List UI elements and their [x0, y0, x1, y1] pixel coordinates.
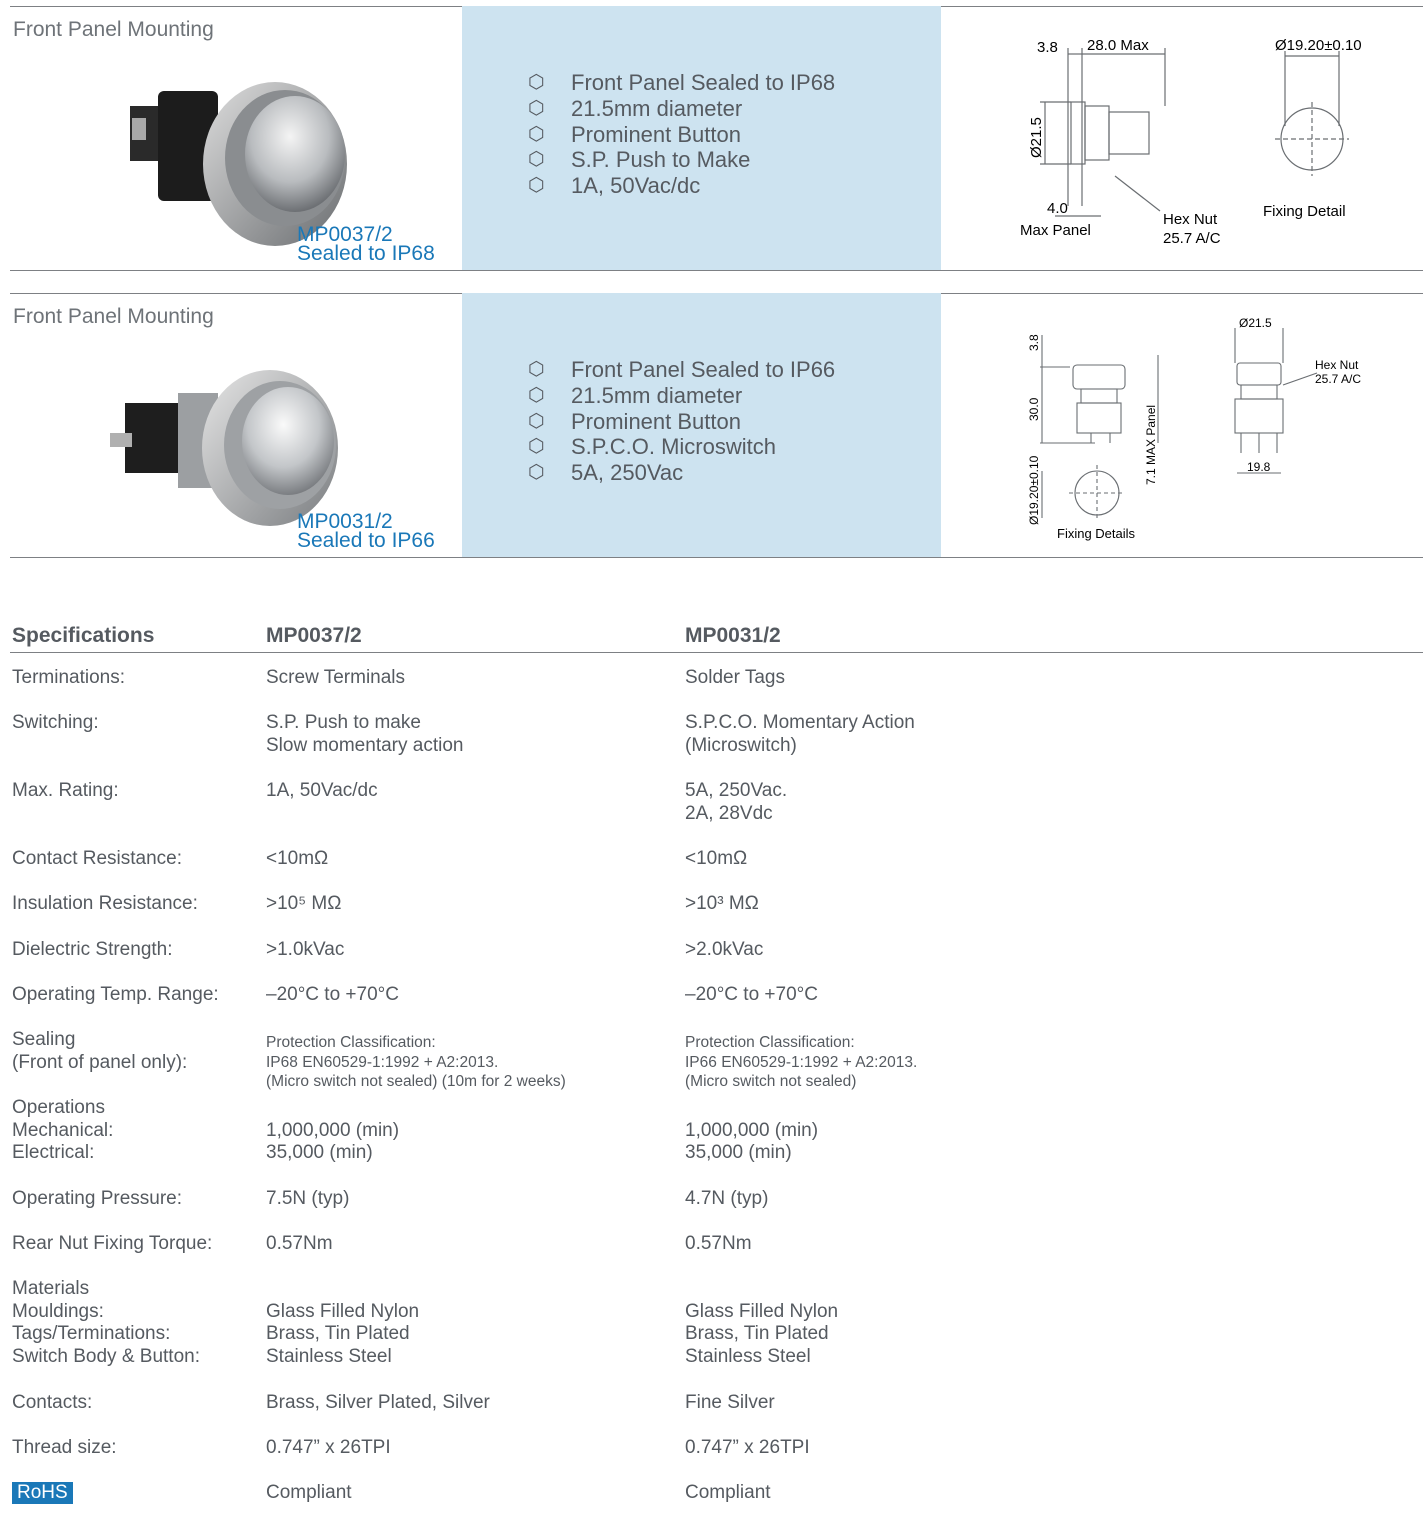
hexagon-bullet-icon: ⬡: [528, 359, 545, 380]
spec-value: Compliant: [266, 1482, 352, 1503]
feature-item: [528, 96, 835, 122]
hexagon-bullet-icon: ⬡: [528, 436, 545, 458]
technical-drawing: [945, 6, 1423, 270]
spec-label: [12, 1482, 73, 1505]
feature-item: [528, 409, 835, 435]
spec-value: –20°C to +70°C: [685, 984, 818, 1005]
feature-text: Prominent Button: [571, 121, 741, 147]
spec-value: 0.57Nm: [266, 1233, 333, 1254]
product-photo: [90, 333, 380, 533]
spec-value: 1A, 50Vac/dc: [266, 780, 378, 801]
spec-label: Thread size:: [12, 1437, 117, 1458]
product-card-mp0031: [10, 293, 1423, 559]
feature-item: [528, 173, 835, 199]
header-cell: Specifications: [12, 624, 155, 647]
category-label: Front Panel Mounting: [13, 305, 214, 328]
feature-text: Front Panel Sealed to IP66: [571, 357, 836, 382]
spec-label: Max. Rating:: [12, 780, 119, 801]
feature-text: S.P. Push to Make: [571, 147, 751, 173]
spec-value: Solder Tags: [685, 667, 785, 688]
dim-label: Max Panel: [1020, 222, 1091, 239]
spec-value: Glass Filled Nylon Brass, Tin Plated Stainless Steel: [266, 1300, 420, 1367]
hexagon-bullet-icon: ⬡: [528, 462, 545, 484]
dim-label: 3.8: [1037, 39, 1058, 56]
dim-label: 7.1 MAX Panel: [1144, 404, 1158, 485]
dim-label: Ø21.5: [1028, 117, 1045, 158]
feature-text: 21.5mm diameter: [571, 382, 743, 408]
spec-value: 4.7N (typ): [685, 1188, 769, 1209]
feature-panel: [462, 293, 941, 557]
header-cell: MP0037/2: [266, 624, 362, 647]
dim-label: Ø21.5: [1239, 316, 1272, 330]
dim-label: Hex Nut: [1315, 358, 1359, 372]
feature-text: S.P.C.O. Microswitch: [571, 434, 776, 460]
spec-value: 0.57Nm: [685, 1233, 752, 1254]
part-label: [297, 512, 435, 550]
spec-label: Terminations:: [12, 667, 125, 688]
spec-label: Dielectric Strength:: [12, 939, 173, 960]
feature-item: [528, 122, 835, 148]
spec-value: <10mΩ: [685, 848, 748, 869]
spec-value: >10⁵ MΩ: [266, 893, 342, 914]
dim-label: Fixing Detail: [1263, 203, 1346, 220]
spec-value: –20°C to +70°C: [266, 984, 399, 1005]
hexagon-bullet-icon: ⬡: [528, 175, 545, 197]
hexagon-bullet-icon: ⬡: [528, 97, 545, 119]
product-card-mp0037: [10, 6, 1423, 272]
part-number: MP0031/2: [297, 510, 393, 533]
feature-panel: [462, 6, 941, 270]
spec-value: >1.0kVac: [266, 939, 345, 960]
header-cell: MP0031/2: [685, 624, 781, 647]
table-header: [10, 620, 1423, 653]
feature-text: Front Panel Sealed to IP68: [571, 70, 836, 95]
dim-label: 25.7 A/C: [1163, 230, 1221, 247]
dim-label: 30.0: [1027, 397, 1041, 421]
feature-item: [528, 357, 835, 383]
feature-item: [528, 383, 835, 409]
dim-label: Ø19.20±0.10: [1027, 455, 1041, 525]
spec-label: Contact Resistance:: [12, 848, 183, 869]
spec-label: Insulation Resistance:: [12, 893, 198, 914]
hexagon-bullet-icon: ⬡: [528, 384, 545, 406]
spec-value: Screw Terminals: [266, 667, 406, 688]
spec-value: 7.5N (typ): [266, 1188, 350, 1209]
spec-value: 0.747” x 26TPI: [266, 1437, 391, 1458]
divider: [10, 557, 1423, 558]
spec-label: Switching:: [12, 712, 99, 733]
feature-text: 5A, 250Vac: [571, 460, 684, 486]
part-label: [297, 225, 435, 263]
spec-value: 1,000,000 (min) 35,000 (min): [266, 1119, 400, 1163]
feature-text: 1A, 50Vac/dc: [571, 173, 701, 199]
spec-value: 5A, 250Vac. 2A, 28Vdc: [685, 780, 788, 824]
spec-value: 0.747” x 26TPI: [685, 1437, 810, 1458]
spec-value: S.P.C.O. Momentary Action (Microswitch): [685, 712, 915, 756]
divider: [10, 270, 1423, 271]
dim-label: Hex Nut: [1163, 211, 1218, 228]
hexagon-bullet-icon: ⬡: [528, 72, 545, 93]
sealing-label: Sealed to IP66: [297, 529, 435, 552]
category-label: Front Panel Mounting: [13, 18, 214, 41]
feature-item: [528, 70, 835, 96]
dim-label: 19.8: [1247, 460, 1271, 474]
feature-text: Prominent Button: [571, 408, 741, 434]
sealing-label: Sealed to IP68: [297, 242, 435, 265]
spec-value: >2.0kVac: [685, 939, 764, 960]
dim-label: 4.0: [1047, 200, 1068, 217]
spec-value: S.P. Push to make Slow momentary action: [266, 712, 464, 756]
feature-text: 21.5mm diameter: [571, 95, 743, 121]
technical-drawing: [945, 293, 1423, 557]
spec-label: Materials Mouldings: Tags/Terminations: Switch Body & Button:: [12, 1278, 200, 1367]
spec-value: 1,000,000 (min) 35,000 (min): [685, 1119, 819, 1163]
spec-value: >10³ MΩ: [685, 893, 759, 914]
dim-label: 3.8: [1027, 334, 1041, 351]
part-number: MP0037/2: [297, 223, 393, 246]
dim-label: 25.7 A/C: [1315, 372, 1362, 386]
spec-label: Operations Mechanical: Electrical:: [12, 1097, 114, 1163]
dim-label: 28.0 Max: [1087, 37, 1149, 54]
feature-list: [528, 70, 835, 199]
spec-value: Fine Silver: [685, 1392, 775, 1413]
spec-label: Contacts:: [12, 1392, 93, 1413]
product-photo: [90, 46, 380, 246]
feature-list: [528, 357, 835, 486]
hexagon-bullet-icon: ⬡: [528, 410, 545, 432]
hexagon-bullet-icon: ⬡: [528, 149, 545, 171]
feature-item: [528, 434, 835, 460]
spec-value: Brass, Silver Plated, Silver: [266, 1392, 490, 1413]
rohs-badge: RoHS: [12, 1482, 73, 1504]
spec-value: Glass Filled Nylon Brass, Tin Plated Stainless Steel: [685, 1300, 839, 1367]
spec-label: Sealing (Front of panel only):: [12, 1029, 188, 1073]
spec-value: Protection Classification: IP68 EN60529-1:1992 + A2:2013. (Micro switch not sealed) (10m for 2 weeks): [266, 1034, 566, 1090]
feature-item: [528, 460, 835, 486]
spec-label: Rear Nut Fixing Torque:: [12, 1233, 213, 1254]
spec-value: <10mΩ: [266, 848, 329, 869]
spec-label: Operating Temp. Range:: [12, 984, 219, 1005]
spec-value: Compliant: [685, 1482, 771, 1503]
dim-label: Fixing Details: [1057, 526, 1136, 541]
spec-value: Protection Classification: IP66 EN60529-1:1992 + A2:2013. (Micro switch not sealed): [685, 1034, 918, 1090]
hexagon-bullet-icon: ⬡: [528, 123, 545, 145]
dim-label: Ø19.20±0.10: [1275, 37, 1362, 54]
spec-label: Operating Pressure:: [12, 1188, 183, 1209]
feature-item: [528, 147, 835, 173]
